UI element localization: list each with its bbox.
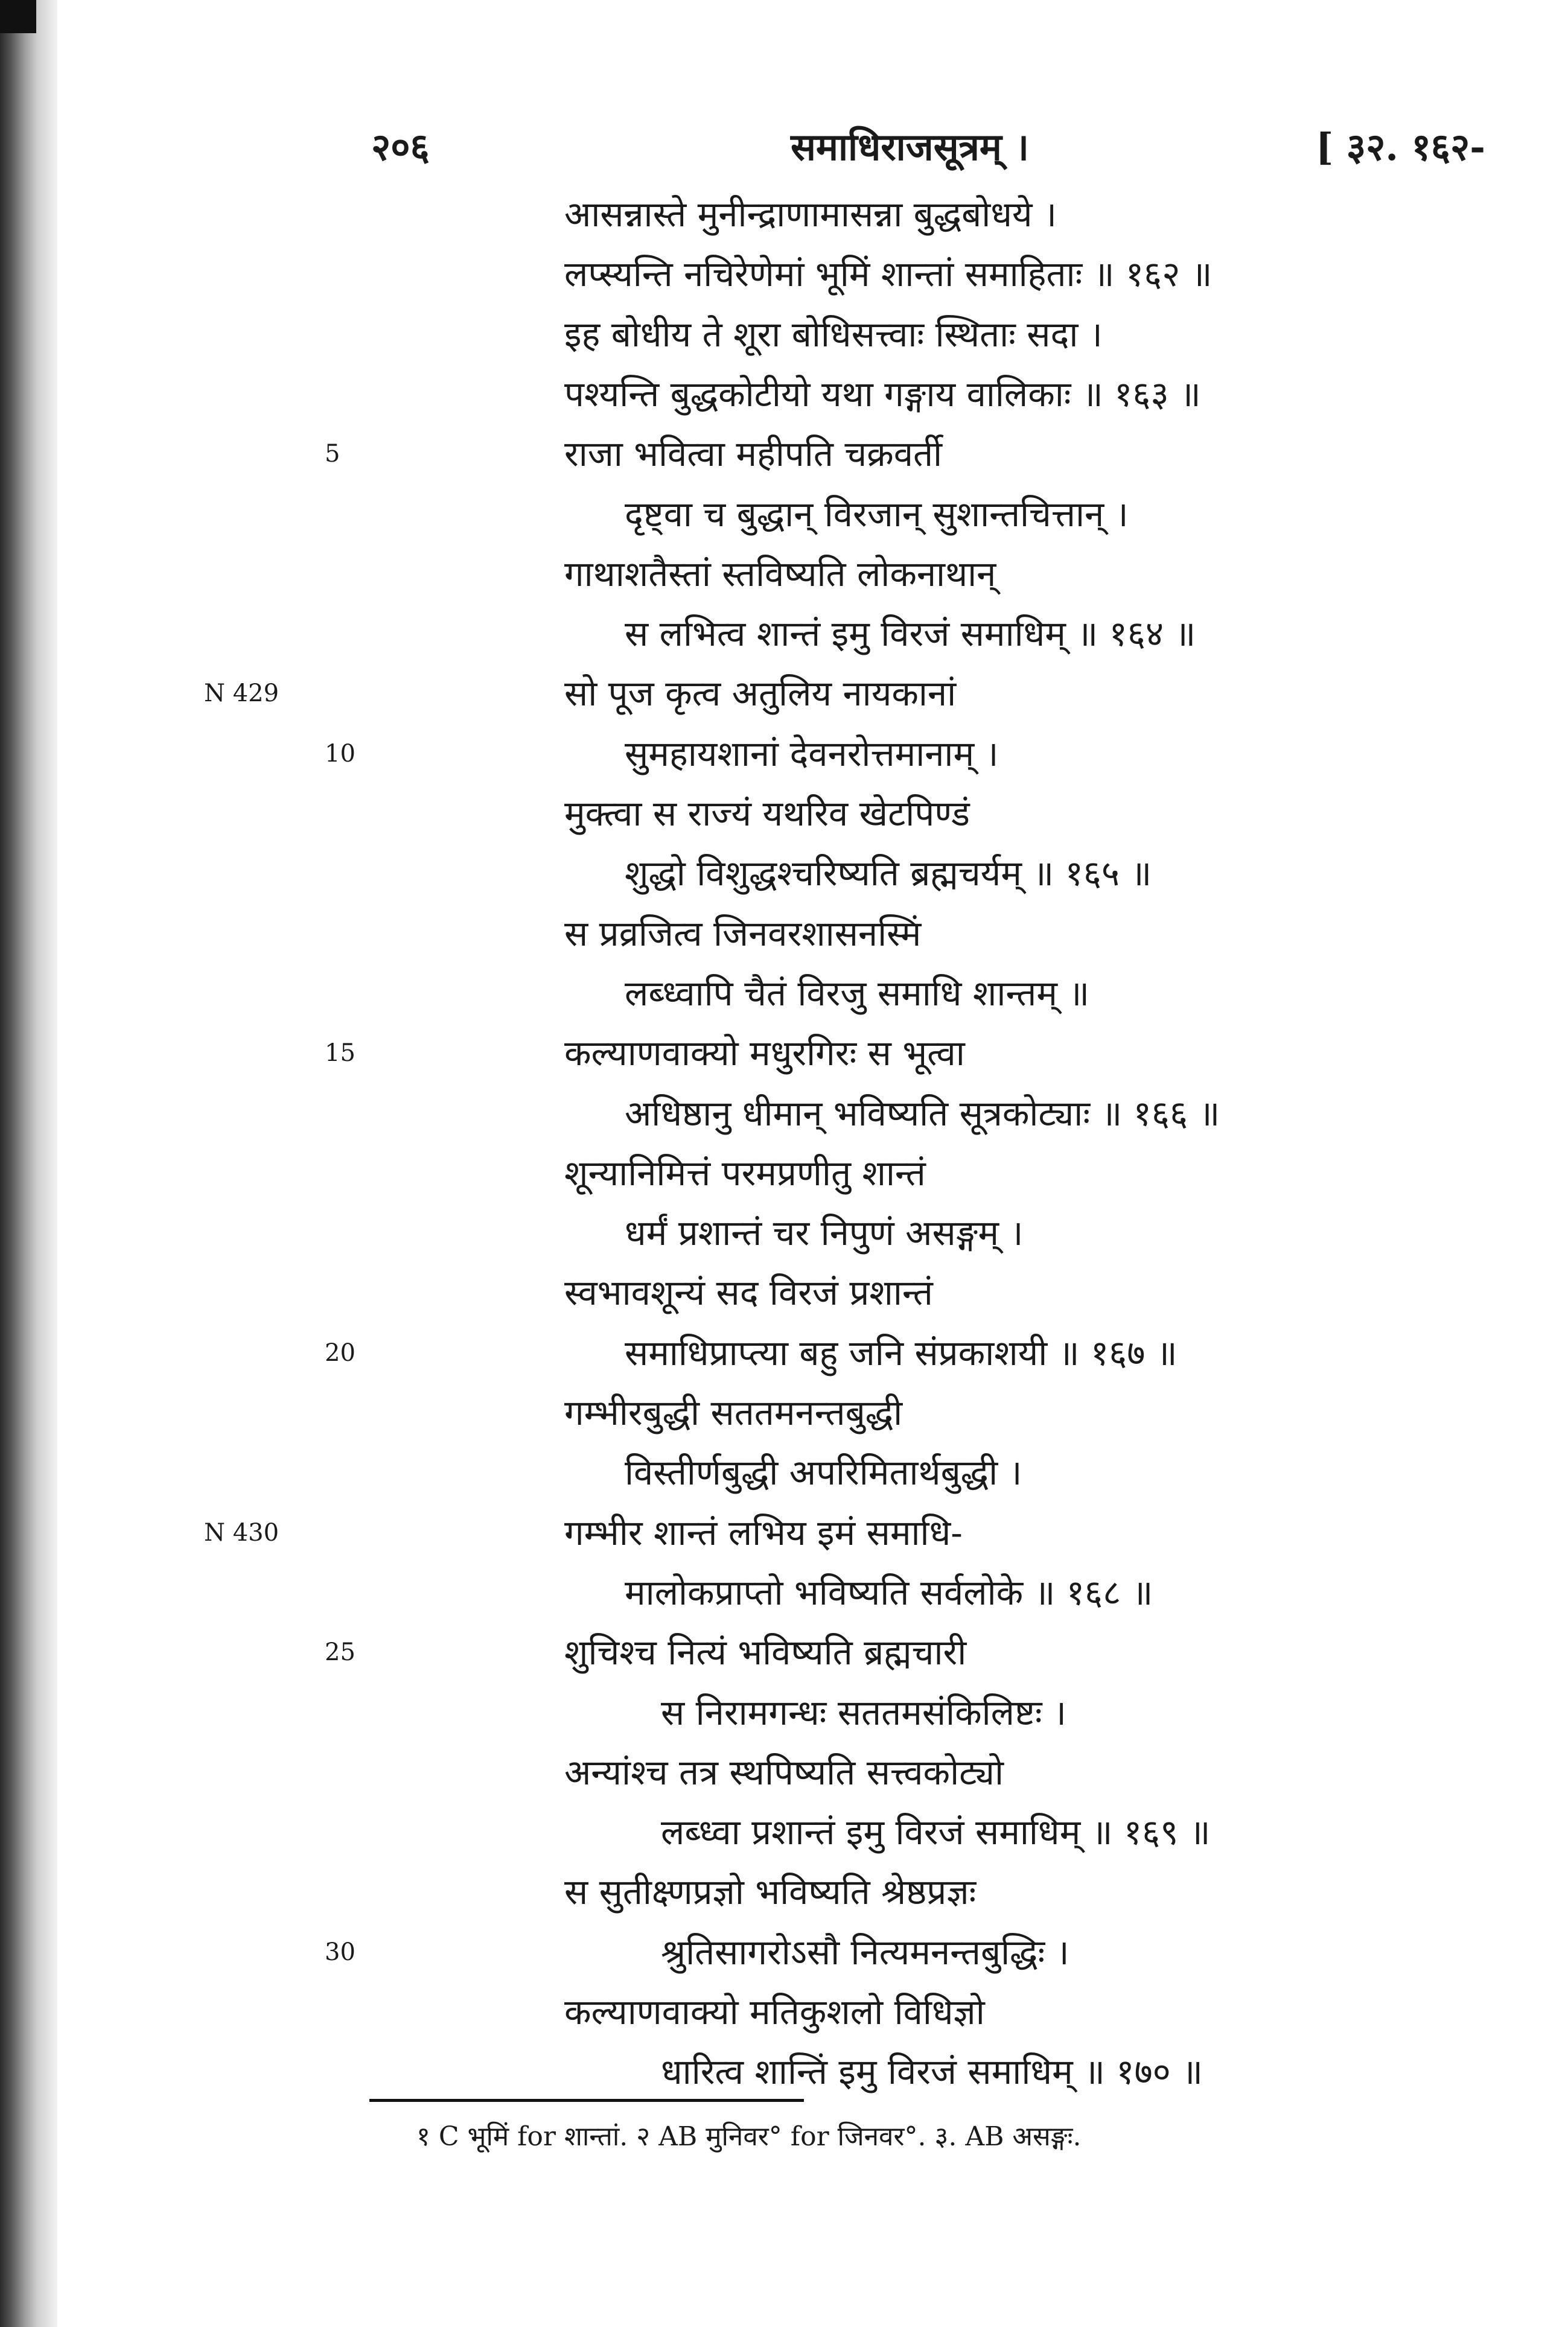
- marginal-reference: N 430: [204, 1518, 279, 1547]
- verse-text: स सुतीक्ष्णप्रज्ञो भविष्यति श्रेष्ठप्रज्ञः: [564, 1871, 977, 1913]
- marginal-reference: N 429: [204, 680, 279, 708]
- verse-text: स प्रव्रजित्व जिनवरशासनस्मिं: [564, 912, 922, 954]
- verse-text: अधिष्ठानु धीमान् भविष्यति सूत्रकोट्याः ॥ १६६ ॥: [625, 1092, 1220, 1134]
- verse-line: [0, 544, 1568, 604]
- verse-text: शुद्धो विशुद्धश्चरिष्यति ब्रह्मचर्यम् ॥ १६५ ॥: [625, 853, 1152, 894]
- verse-line: [0, 1143, 1568, 1203]
- line-number: 5: [325, 440, 340, 468]
- verse-text: गाथाशतैस्तां स्तविष्यति लोकनाथान्: [564, 553, 996, 594]
- verse-line: [0, 184, 1568, 244]
- verse-line: [0, 1383, 1568, 1443]
- verse-line: [0, 663, 1568, 724]
- verse-text: गम्भीर शान्तं लभिय इमं समाधि-: [564, 1512, 963, 1553]
- verse-text: स लभित्व शान्तं इमु विरजं समाधिम् ॥ १६४ ॥: [625, 613, 1196, 655]
- line-number: 15: [325, 1039, 355, 1068]
- verse-line: [0, 1742, 1568, 1803]
- line-number: 10: [325, 739, 355, 768]
- verse-text: आसन्नास्ते मुनीन्द्राणामासन्ना बुद्धबोधये ।: [564, 194, 1057, 235]
- verse-text: अन्यांश्च तत्र स्थपिष्यति सत्त्वकोट्यो: [564, 1751, 1004, 1793]
- verse-line: [0, 304, 1568, 364]
- verse-line: [0, 2042, 1568, 2102]
- verse-line: [0, 903, 1568, 964]
- verse-line: [0, 1802, 1568, 1862]
- verse-text: सो पूज कृत्व अतुलिय नायकानां: [564, 673, 957, 715]
- verse-line: [0, 1083, 1568, 1144]
- footnote-rule: [369, 2099, 804, 2102]
- verse-line: [0, 1622, 1568, 1682]
- verse-text: मालोकप्राप्तो भविष्यति सर्वलोके ॥ १६८ ॥: [625, 1571, 1153, 1613]
- verse-text: शुचिश्च नित्यं भविष्यति ब्रह्मचारी: [564, 1632, 967, 1673]
- line-number: 30: [325, 1938, 355, 1966]
- verse-text: स निरामगन्धः सततमसंकिलिष्टः ।: [661, 1692, 1066, 1733]
- line-number: 25: [325, 1638, 355, 1667]
- page-number: २०६: [371, 125, 430, 169]
- verse-text: राजा भवित्वा महीपति चक्रवर्ती: [564, 433, 943, 475]
- verse-text: इह बोधीय ते शूरा बोधिसत्त्वाः स्थिताः सदा ।: [564, 313, 1103, 355]
- verse-text: सुमहायशानां देवनरोत्तमानाम् ।: [625, 733, 999, 774]
- verse-line: [0, 783, 1568, 844]
- verse-text: लब्ध्वापि चैतं विरजु समाधि शान्तम् ॥: [625, 972, 1090, 1014]
- verse-line: [0, 603, 1568, 664]
- verse-line: [0, 1682, 1568, 1743]
- verse-line: [0, 364, 1568, 424]
- verse-line: [0, 1503, 1568, 1563]
- running-title: समाधिराजसूत्रम् ।: [791, 125, 1029, 169]
- verse-text: पश्यन्ति बुद्धकोटीयो यथा गङ्गाय वालिकाः ॥ १६३ ॥: [564, 373, 1201, 415]
- verse-text: दृष्ट्वा च बुद्धान् विरजान् सुशान्तचित्तान् ।: [625, 493, 1129, 535]
- verse-text: मुक्त्वा स राज्यं यथरिव खेटपिण्डं: [564, 793, 970, 834]
- verse-line: [0, 843, 1568, 903]
- verse-text: लब्ध्वा प्रशान्तं इमु विरजं समाधिम् ॥ १६९ ॥: [661, 1812, 1211, 1853]
- verse-text: विस्तीर्णबुद्धी अपरिमितार्थबुद्धी ।: [625, 1452, 1022, 1494]
- verse-line: [0, 724, 1568, 784]
- verse-text: कल्याणवाक्यो मधुरगिरः स भूत्वा: [564, 1033, 965, 1074]
- verse-line: [0, 1442, 1568, 1503]
- verse-text: समाधिप्राप्त्या बहु जनि संप्रकाशयी ॥ १६७ ॥: [625, 1332, 1178, 1374]
- verse-text: गम्भीरबुद्धी सततमनन्तबुद्धी: [564, 1392, 903, 1433]
- verse-line: [0, 1262, 1568, 1323]
- verse-text: श्रुतिसागरोऽसौ नित्यमनन्तबुद्धिः ।: [661, 1931, 1069, 1973]
- verse-text: स्वभावशून्यं सद विरजं प्रशान्तं: [564, 1272, 933, 1314]
- line-number: 20: [325, 1339, 355, 1367]
- verse-line: [0, 1922, 1568, 1982]
- verse-line: [0, 1023, 1568, 1083]
- section-reference: [ ३२. १६२-: [1316, 125, 1486, 169]
- verse-line: [0, 1562, 1568, 1623]
- footnote: १ C भूमिं for शान्तां. २ AB मुनिवर° for जिनवर°. ३. AB असङ्गः.: [416, 2121, 1082, 2152]
- verse-line: [0, 1203, 1568, 1263]
- verse-text: लप्स्यन्ति नचिरेणेमां भूमिं शान्तां समाहिताः ॥ १६२ ॥: [564, 253, 1213, 295]
- verse-line: [0, 484, 1568, 544]
- verse-line: [0, 424, 1568, 484]
- verse-line: [0, 244, 1568, 304]
- verse-line: [0, 1323, 1568, 1383]
- verse-text: धारित्व शान्तिं इमु विरजं समाधिम् ॥ १७० ॥: [661, 2051, 1203, 2093]
- spine-corner-mark: [0, 0, 36, 33]
- verse-line: [0, 1862, 1568, 1922]
- verse-line: [0, 1982, 1568, 2042]
- verse-text: शून्यानिमित्तं परमप्रणीतु शान्तं: [564, 1152, 926, 1194]
- verse-line: [0, 963, 1568, 1023]
- verse-text: धर्मं प्रशान्तं चर निपुणं असङ्गम् ।: [625, 1212, 1024, 1254]
- verse-text: कल्याणवाक्यो मतिकुशलो विधिज्ञो: [564, 1991, 985, 2033]
